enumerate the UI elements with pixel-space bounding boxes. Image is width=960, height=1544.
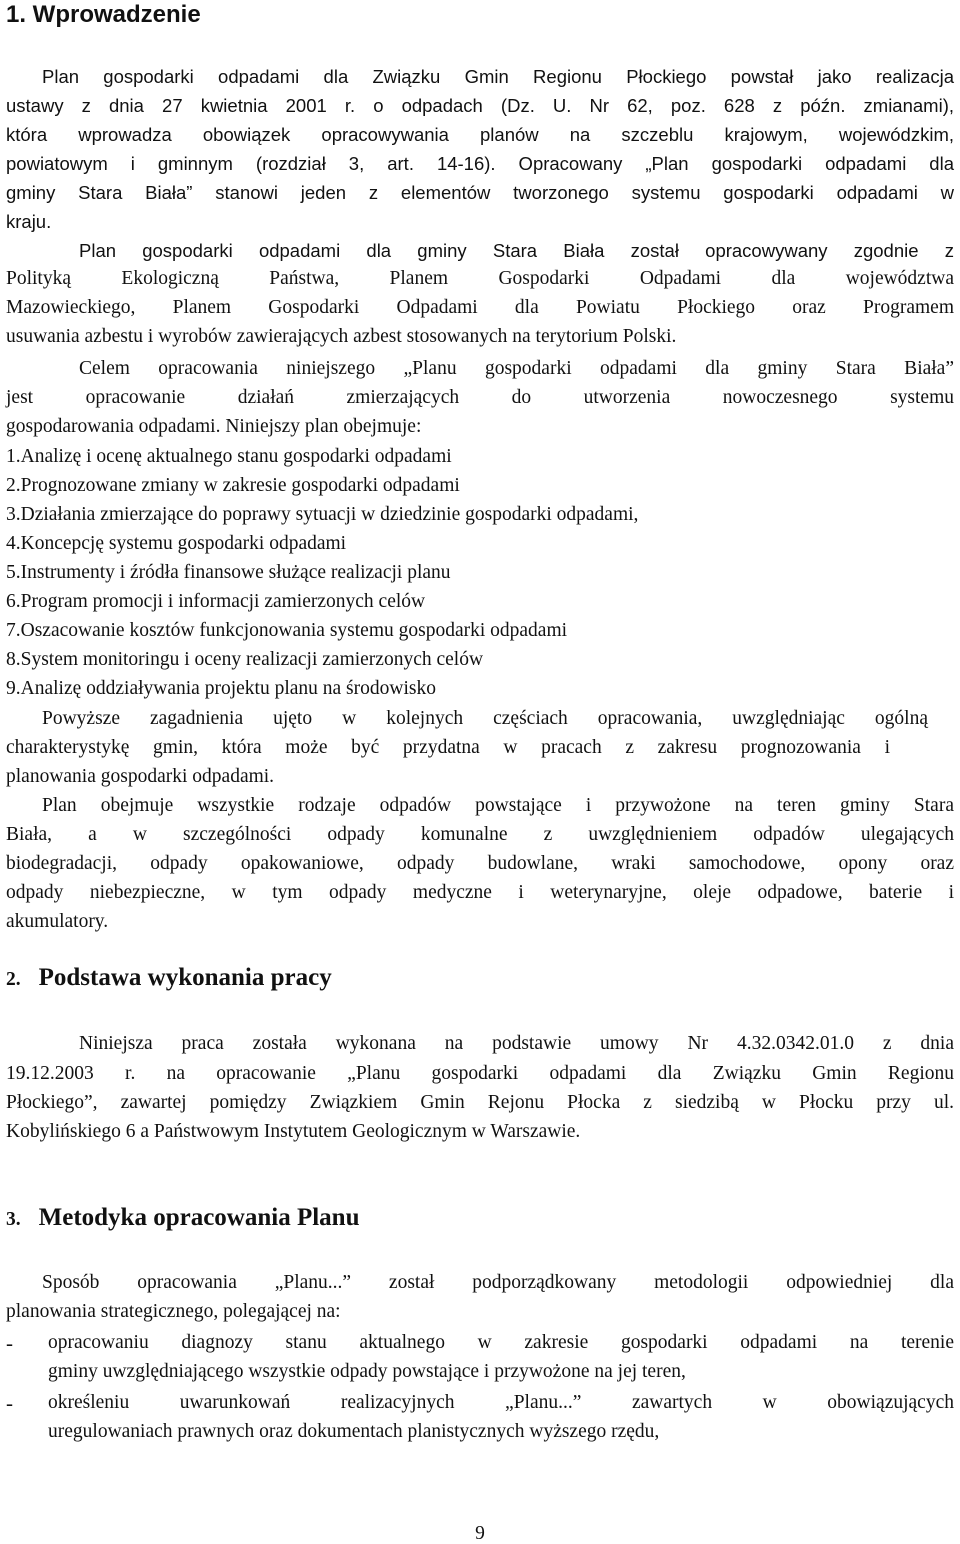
- paragraph-line: Powyższe zagadnienia ujęto w kolejnych częściach opracowania, uwzględniając ogólną: [42, 708, 928, 729]
- paragraph-line: Mazowieckiego, Planem Gospodarki Odpadami dla Powiatu Płockiego oraz Programem: [6, 297, 954, 318]
- paragraph-line: Celem opracowania niniejszego „Planu gospodarki odpadami dla gminy Stara Biała”: [79, 358, 954, 379]
- bullet-line: gminy uwzględniającego wszystkie odpady powstające i przywożone na jej teren,: [48, 1361, 686, 1382]
- list-item: 6.Program promocji i informacji zamierzonych celów: [6, 591, 426, 612]
- paragraph-line: akumulatory.: [6, 911, 109, 932]
- bullet-line: określeniu uwarunkowań realizacyjnych „Planu...” zawartych w obowiązujących: [48, 1392, 954, 1413]
- paragraph-line: Sposób opracowania „Planu...” został podporządkowany metodologii odpowiedniej dla: [42, 1272, 954, 1293]
- list-item: 7.Oszacowanie kosztów funkcjonowania systemu gospodarki odpadami: [6, 620, 568, 641]
- bullet-dash: -: [6, 1391, 13, 1415]
- paragraph-line: Plan gospodarki odpadami dla Związku Gmin Regionu Płockiego powstał jako realizacja: [42, 66, 954, 87]
- paragraph-line: Biała, a w szczególności odpady komunalne z uwzględnieniem odpadów ulegających: [6, 824, 954, 845]
- paragraph-line: gminy Stara Biała” stanowi jeden z elementów tworzonego systemu gospodarki odpadami w: [6, 182, 954, 203]
- paragraph-line: Polityką Ekologiczną Państwa, Planem Gospodarki Odpadami dla województwa: [6, 268, 954, 289]
- paragraph-line: Niniejsza praca została wykonana na podstawie umowy Nr 4.32.0342.01.0 z dnia: [79, 1033, 954, 1054]
- paragraph-line: usuwania azbestu i wyrobów zawierających azbest stosowanych na terytorium Polski.: [6, 326, 677, 347]
- paragraph-line: Plan gospodarki odpadami dla gminy Stara Biała został opracowywany zgodnie z: [79, 240, 954, 261]
- list-item: 8.System monitoringu i oceny realizacji zamierzonych celów: [6, 649, 484, 670]
- paragraph-line: planowania strategicznego, polegającej na:: [6, 1301, 341, 1322]
- section-2-heading: [6, 962, 332, 996]
- list-item: 4.Koncepcję systemu gospodarki odpadami: [6, 533, 347, 554]
- section-3-number: 3.: [6, 1209, 21, 1230]
- section-3-heading: [6, 1202, 359, 1236]
- list-item: 3.Działania zmierzające do poprawy sytuacji w dziedzinie gospodarki odpadami,: [6, 504, 639, 525]
- paragraph-line: ustawy z dnia 27 kwietnia 2001 r. o odpadach (Dz. U. Nr 62, poz. 628 z późn. zmianami),: [6, 95, 954, 116]
- paragraph-line: Płockiego”, zawartej pomiędzy Związkiem Gmin Rejonu Płocka z siedzibą w Płocku przy ul.: [6, 1092, 954, 1113]
- paragraph-line: która wprowadza obowiązek opracowywania planów na szczeblu krajowym, wojewódzkim,: [6, 124, 954, 145]
- section-1-heading: 1. Wprowadzenie: [6, 1, 201, 28]
- list-item: 9.Analizę oddziaływania projektu planu na środowisko: [6, 678, 436, 699]
- paragraph-line: gospodarowania odpadami. Niniejszy plan obejmuje:: [6, 416, 422, 437]
- section-2-title: Podstawa wykonania pracy: [38, 964, 332, 991]
- list-item: 5.Instrumenty i źródła finansowe służące realizacji planu: [6, 562, 451, 583]
- paragraph-line: Plan obejmuje wszystkie rodzaje odpadów powstające i przywożone na teren gminy Stara: [42, 795, 954, 816]
- list-item: 2.Prognozowane zmiany w zakresie gospodarki odpadami: [6, 475, 460, 496]
- paragraph-line: powiatowym i gminnym (rozdział 3, art. 14-16). Opracowany „Plan gospodarki odpadami dla: [6, 153, 954, 174]
- section-2-number: 2.: [6, 969, 21, 990]
- paragraph-line: odpady niebezpieczne, w tym odpady medyczne i weterynaryjne, oleje odpadowe, baterie i: [6, 882, 954, 903]
- paragraph-line: biodegradacji, odpady opakowaniowe, odpady budowlane, wraki samochodowe, opony oraz: [6, 853, 954, 874]
- bullet-line: opracowaniu diagnozy stanu aktualnego w zakresie gospodarki odpadami na terenie: [48, 1332, 954, 1353]
- paragraph-line: 19.12.2003 r. na opracowanie „Planu gospodarki odpadami dla Związku Gmin Regionu: [6, 1063, 954, 1084]
- paragraph-line: Kobylińskiego 6 a Państwowym Instytutem Geologicznym w Warszawie.: [6, 1121, 581, 1142]
- paragraph-line: kraju.: [6, 211, 52, 232]
- paragraph-line: jest opracowanie działań zmierzających do utworzenia nowoczesnego systemu: [6, 387, 954, 408]
- page-number: 9: [475, 1523, 485, 1544]
- list-item: 1.Analizę i ocenę aktualnego stanu gospodarki odpadami: [6, 446, 452, 467]
- bullet-line: uregulowaniach prawnych oraz dokumentach planistycznych wyższego rzędu,: [48, 1421, 660, 1442]
- paragraph-line: charakterystykę gmin, która może być przydatna w pracach z zakresu prognozowania i: [6, 737, 890, 758]
- paragraph-line: planowania gospodarki odpadami.: [6, 766, 275, 787]
- section-3-title: Metodyka opracowania Planu: [38, 1204, 360, 1231]
- bullet-dash: -: [6, 1331, 13, 1355]
